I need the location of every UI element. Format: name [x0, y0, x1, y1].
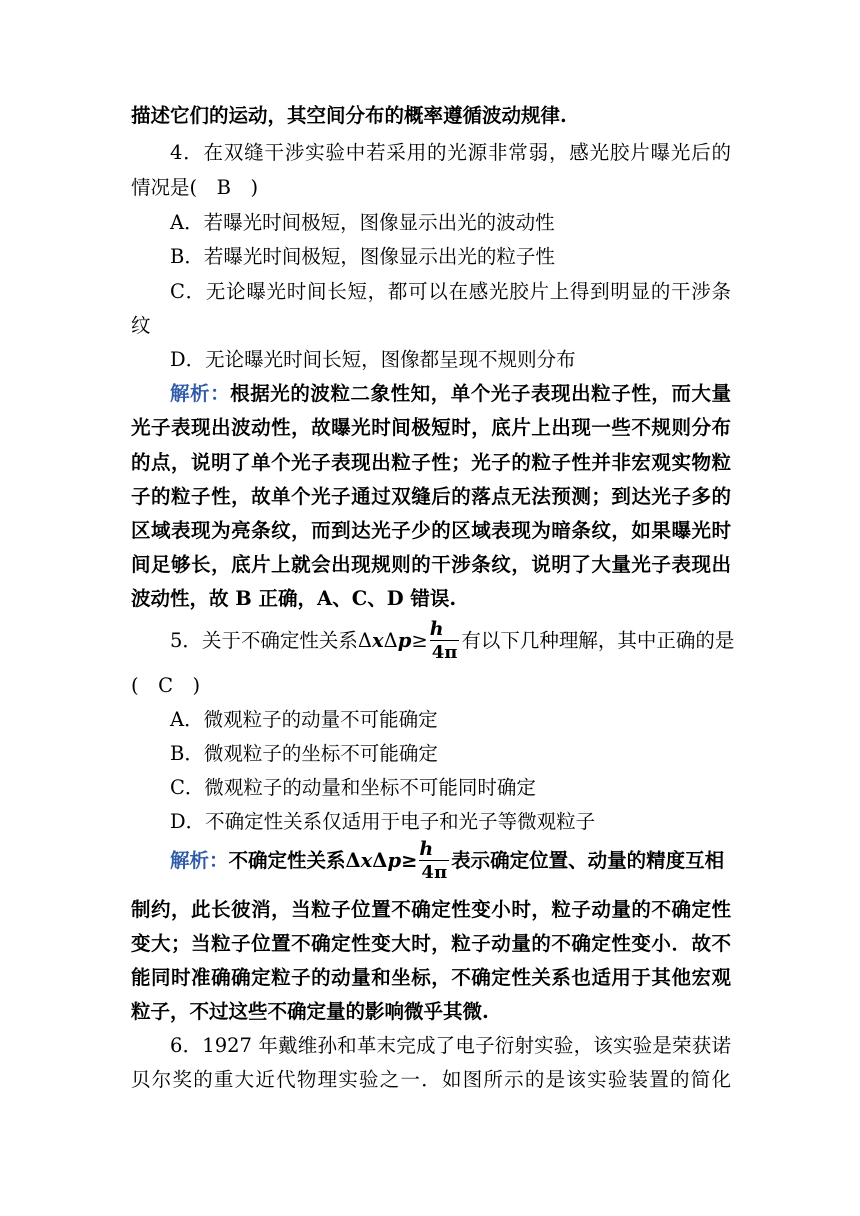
h-over-4pi-fraction: [430, 618, 460, 665]
question-5-option-b: B．微观粒子的坐标不可能确定: [170, 742, 438, 765]
answer-4-line: 子的粒子性，故单个光子通过双缝后的落点无法预测；到达光子多的: [131, 485, 731, 508]
answer-label: 解析：: [170, 849, 229, 872]
answer-5-line: 变大；当粒子位置不确定性变大时，粒子动量的不确定性变小．故不: [131, 932, 731, 955]
answer-text: 不确定性关系Δ: [228, 849, 361, 872]
q5-text-post: 有以下几种理解，其中正确的是: [461, 629, 735, 652]
question-4-option-c: C．无论曝光时间长短，都可以在感光胶片上得到明显的干涉条: [170, 280, 731, 303]
answer-text: 根据光的波粒二象性知，单个光子表现出粒子性，而大量: [230, 382, 731, 405]
question-4-option-b: B．若曝光时间极短，图像显示出光的粒子性: [170, 245, 555, 268]
h-over-4pi-fraction: [419, 838, 449, 885]
question-4-option-d: D．无论曝光时间长短，图像都呈现不规则分布: [170, 348, 576, 371]
answer-4-line: 光子表现出波动性，故曝光时间极短时，底片上出现一些不规则分布: [131, 416, 731, 439]
question-5-option-d: D．不确定性关系仅适用于电子和光子等微观粒子: [170, 810, 596, 833]
a5-var-p: p: [387, 849, 402, 872]
answer-5-line: 制约，此长彼消，当粒子位置不确定性变小时，粒子动量的不确定性: [131, 898, 731, 921]
answer-label: 解析：: [170, 382, 231, 405]
a5-ge: ≥: [401, 849, 418, 872]
fraction-numerator: h: [419, 838, 434, 860]
q5-ge: ≥: [411, 629, 428, 652]
question-5-option-c: C．微观粒子的动量和坐标不可能同时确定: [170, 776, 536, 799]
answer-5-line: 能同时准确确定粒子的动量和坐标，不确定性关系也适用于其他宏观: [131, 966, 731, 989]
question-4-option-a: A．若曝光时间极短，图像显示出光的波动性: [170, 211, 555, 234]
fraction-denominator: 4π: [431, 642, 458, 663]
answer-4-line: [170, 381, 731, 407]
fraction-numerator: h: [429, 618, 444, 640]
answer-text-post: 表示确定位置、动量的精度互相: [451, 849, 725, 872]
answer-4-line: 间足够长，底片上就会出现规则的干涉条纹，说明了大量光子表现出: [131, 553, 731, 576]
question-4-stem-cont: 情况是( B ): [131, 176, 259, 199]
question-5-option-a: A．微观粒子的动量不可能确定: [170, 708, 438, 731]
answer-5-line: [170, 838, 731, 885]
a5-var-x: x: [360, 849, 373, 872]
answer-4-line: 的点，说明了单个光子表现出粒子性；光子的粒子性并非宏观实物粒: [131, 451, 731, 474]
a5-delta: Δ: [372, 849, 388, 872]
q5-delta: Δ: [383, 629, 398, 652]
q5-text: 5．关于不确定性关系Δ: [170, 629, 372, 652]
question-4-option-c-cont: 纹: [131, 314, 151, 337]
question-4-stem: 4．在双缝干涉实验中若采用的光源非常弱，感光胶片曝光后的: [170, 141, 731, 164]
answer-4-line: 区域表现为亮条纹，而到达光子少的区域表现为暗条纹，如果曝光时: [131, 519, 731, 542]
q5-var-x: x: [372, 629, 384, 652]
question-6-stem: 6．1927 年戴维孙和革末完成了电子衍射实验，该实验是荣获诺: [170, 1034, 731, 1057]
question-5-stem: [170, 618, 735, 665]
answer-4-line: 波动性，故 B 正确，A、C、D 错误.: [131, 587, 457, 610]
answer-5-line: 粒子，不过这些不确定量的影响微乎其微.: [131, 1000, 489, 1023]
question-6-stem-cont: 贝尔奖的重大近代物理实验之一．如图所示的是该实验装置的简化: [131, 1068, 731, 1091]
fraction-denominator: 4π: [421, 862, 448, 883]
question-5-stem-cont: ( C ): [131, 674, 201, 697]
text-line: 描述它们的运动，其空间分布的概率遵循波动规律.: [131, 104, 567, 127]
q5-var-p: p: [397, 629, 412, 652]
